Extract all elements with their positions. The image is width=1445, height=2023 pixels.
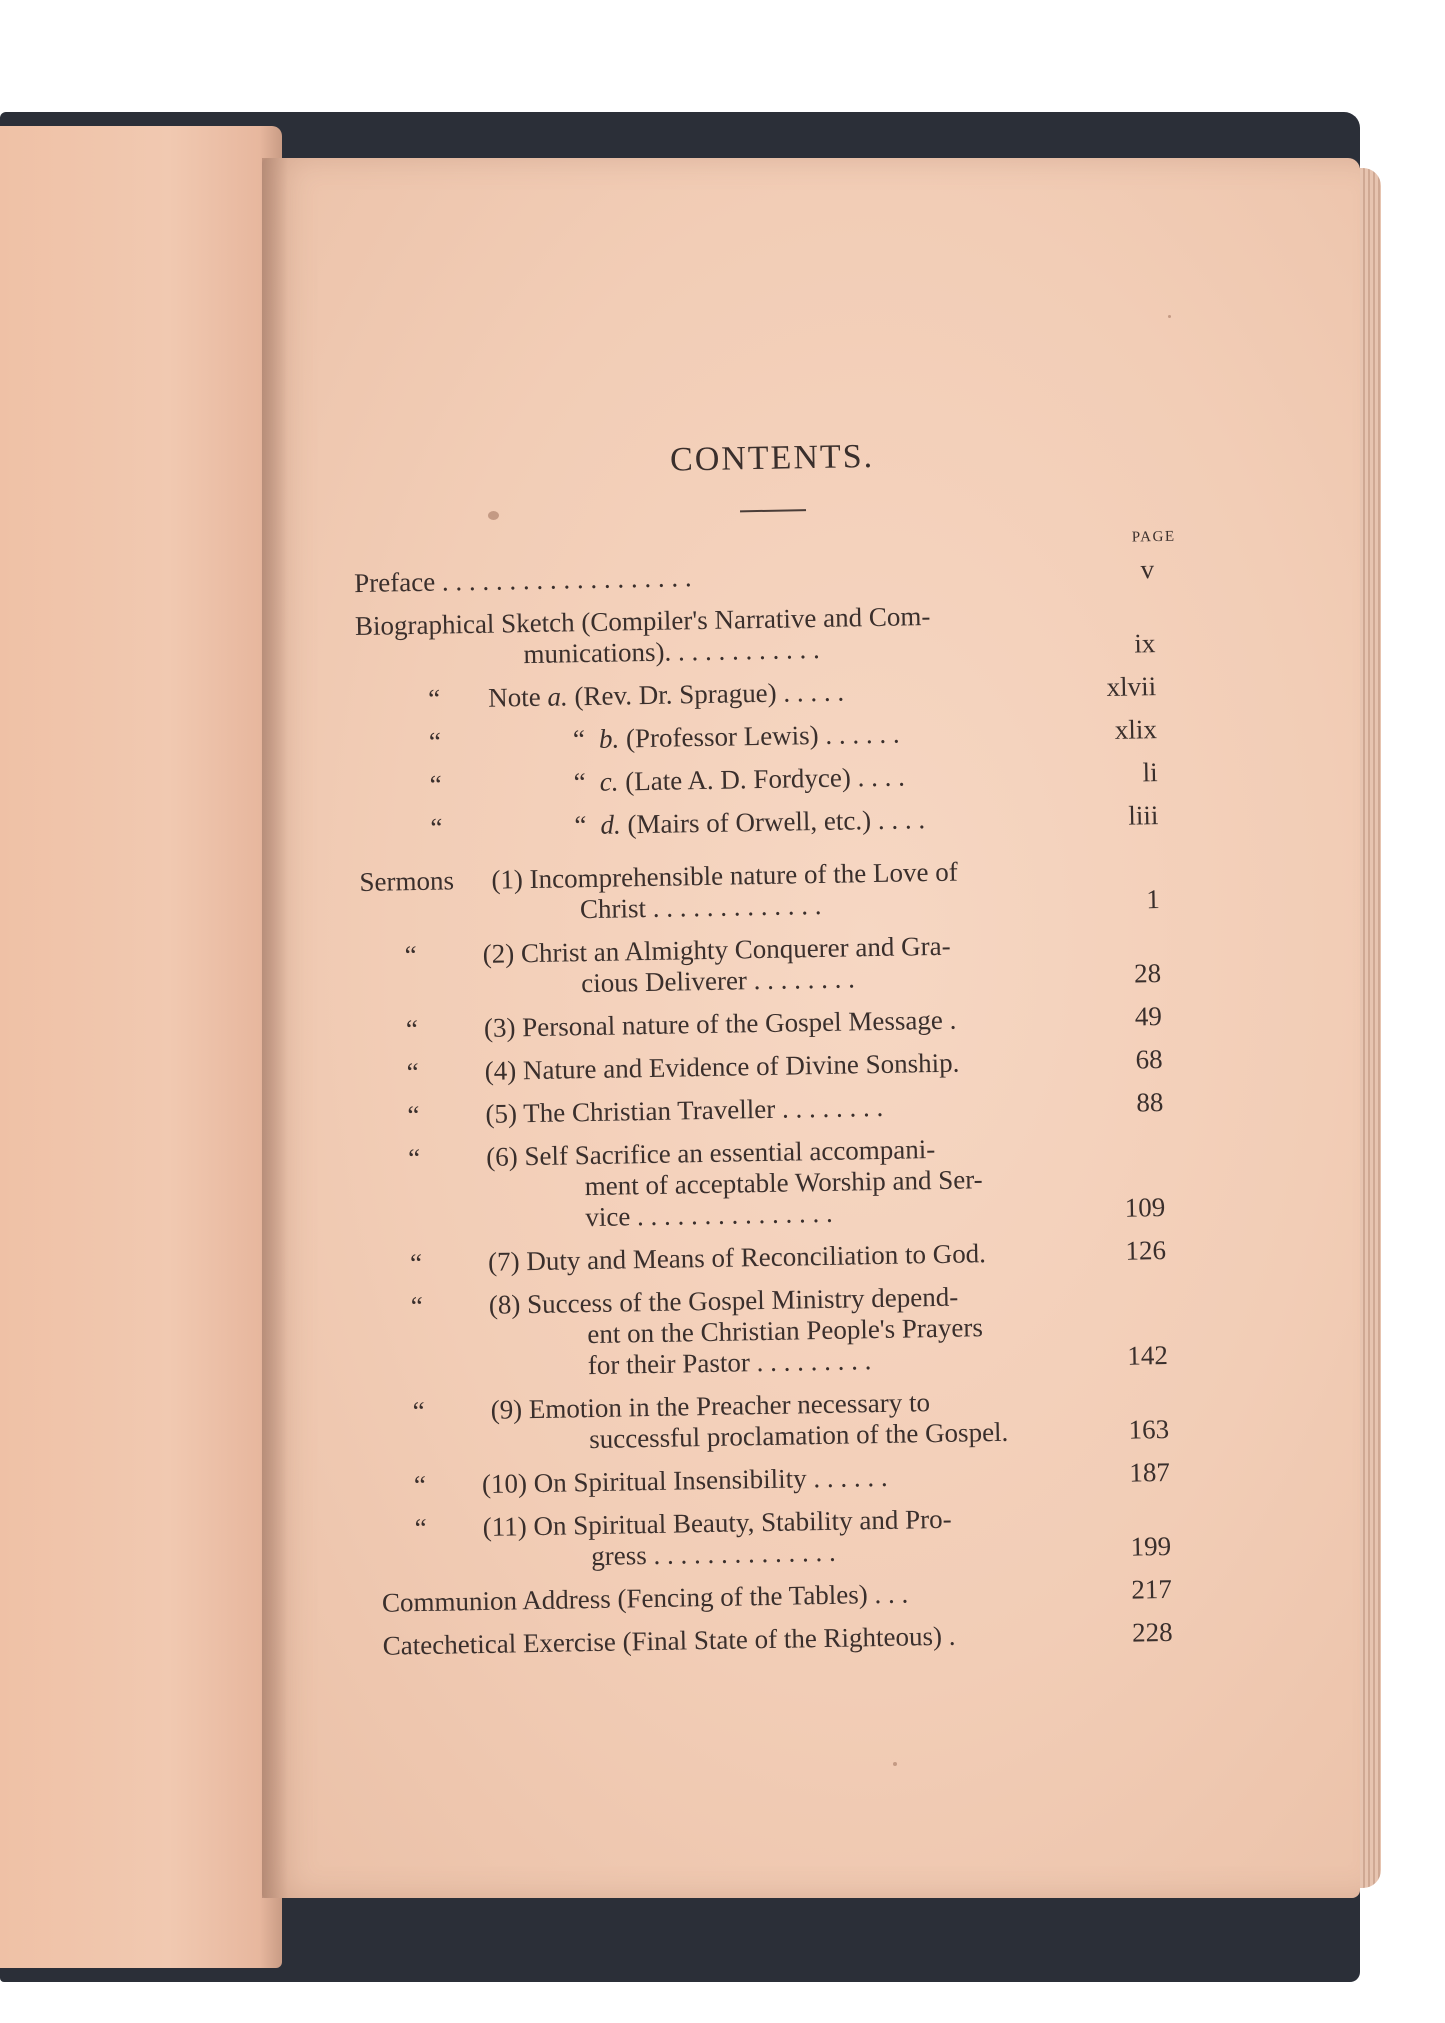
gutter-shadow [262,158,288,1898]
sermon-number: (1) [491,864,524,895]
sermon-number: (7) [487,1246,520,1277]
toc-entry-sermon-8 [367,1278,1169,1385]
entry-page: 163 [1128,1413,1170,1445]
entry-page: 187 [1129,1456,1171,1488]
note-letter: a. [547,681,568,712]
sermon-number: (2) [482,938,515,969]
entry-text: Biographical Sketch (Compiler's Narrative and Com- [354,601,931,642]
entry-page: 126 [1125,1235,1167,1266]
entry-page: 28 [1133,958,1162,989]
note-label: Note [487,681,541,713]
entry-page: li [1142,757,1158,788]
left-page [0,126,282,1968]
entry-text: Preface . . . . . . . . . . . . . . . . . . . [353,562,692,599]
entry-text: (Late A. D. Fordyce) . . . . [624,761,906,797]
entry-text-continued: vice . . . . . . . . . . . . . . . [585,1197,834,1233]
entry-text: (Mairs of Orwell, etc.) . . . . [627,804,926,840]
entry-page: liii [1128,800,1159,831]
entry-text: Success of the Gospel Ministry depend- [526,1281,959,1320]
toc-entry-sermon-5 [363,1087,1163,1132]
sermon-number: (11) [482,1511,527,1542]
toc-entry-note-d [358,800,1158,845]
sub-ditto-mark: “ [572,724,586,755]
toc-entry-catechetical-exercise [373,1617,1173,1662]
sermon-number: (8) [488,1289,521,1320]
sermon-number: (10) [481,1468,528,1499]
entry-text: Personal nature of the Gospel Message . [521,1004,957,1043]
entry-page: 49 [1134,1001,1163,1032]
entry-text: On Spiritual Beauty, Stability and Pro- [533,1503,952,1542]
toc-entry-sermon-2 [360,927,1161,1003]
ditto-mark: “ [413,1469,427,1501]
entry-page: 1 [1146,884,1161,915]
entry-text: Incomprehensible nature of the Love of [529,856,958,895]
sermons-label: Sermons [359,865,455,898]
toc-entry-sermon-10 [370,1457,1170,1502]
toc-entry-communion-address [372,1574,1172,1619]
note-letter: d. [600,809,621,840]
toc-entry-sermon-11 [370,1500,1171,1576]
entry-page: xlvii [1106,671,1157,702]
ditto-mark: “ [405,1014,419,1045]
ditto-mark: “ [408,1143,421,1174]
sermon-number: (9) [490,1394,523,1425]
toc-entry-biographical-sketch [355,597,1156,673]
entry-text: (Professor Lewis) . . . . . . [625,718,900,754]
entry-page: xlix [1114,714,1158,745]
entry-page: ix [1134,628,1156,659]
entry-text-continued: ent on the Christian People's Prayers [587,1312,984,1350]
ditto-mark: “ [404,940,417,971]
toc-entry-note-a [356,671,1156,716]
toc-entry-sermon-6 [364,1130,1166,1237]
toc-entry-preface [354,554,1154,599]
entry-text-continued: successful proclamation of the Gospel. [588,1416,1009,1455]
entry-text-continued: gress . . . . . . . . . . . . . . [590,1536,836,1572]
entry-text: Communion Address (Fencing of the Tables) . . . [381,1578,909,1618]
entry-text-continued: Christ . . . . . . . . . . . . . [579,889,822,925]
entry-page: 109 [1124,1192,1166,1223]
toc-entry-note-c [357,757,1157,802]
entry-text-continued: ment of acceptable Worship and Ser- [584,1164,983,1202]
entry-page: v [1140,554,1155,585]
sermon-number: (5) [485,1098,518,1129]
sermon-number: (4) [484,1055,517,1086]
sermon-number: (6) [485,1141,518,1172]
ditto-mark: “ [407,1100,420,1131]
entry-text: Self Sacrifice an essential accompani- [524,1134,936,1172]
ditto-mark: “ [430,812,443,843]
toc-entry-sermon-9 [368,1383,1169,1459]
entry-page: 68 [1135,1044,1163,1075]
ditto-mark: “ [410,1290,424,1322]
entry-text-continued: for their Pastor . . . . . . . . . [587,1345,872,1381]
entry-text: Duty and Means of Reconciliation to God. [526,1238,987,1277]
entry-text: (Rev. Dr. Sprague) . . . . . [574,676,845,712]
paper-speck [893,1762,897,1766]
entry-page: 217 [1131,1573,1173,1605]
toc-entry-sermon-1 [359,853,1160,929]
entry-page: 88 [1136,1087,1164,1118]
ditto-mark: “ [428,726,442,757]
ditto-mark: “ [414,1512,427,1544]
ditto-mark: “ [412,1395,425,1427]
toc-entry-note-b [357,714,1157,759]
entry-text-continued: munications). . . . . . . . . . . . [523,633,820,670]
entry-text: Catechetical Exercise (Final State of the Righteous) . [382,1620,956,1661]
ditto-mark: “ [406,1057,420,1088]
entry-text-continued: cious Deliverer . . . . . . . . [580,963,856,999]
paper-speck [1168,315,1171,318]
sub-ditto-mark: “ [573,767,586,798]
entry-text: Emotion in the Preacher necessary to [528,1387,931,1425]
entry-page: 228 [1131,1616,1173,1648]
entry-text: Christ an Almighty Conquerer and Gra- [520,930,951,969]
title-rule [740,509,806,512]
toc-entry-sermon-3 [362,1001,1162,1046]
sub-ditto-mark: “ [574,810,587,841]
contents-title: CONTENTS. [669,437,875,479]
table-of-contents [352,433,1176,1674]
entry-text: On Spiritual Insensibility . . . . . . [533,1461,888,1499]
entry-page: 199 [1130,1530,1172,1562]
sermon-number: (3) [483,1012,516,1043]
ditto-mark: “ [427,683,441,714]
toc-entry-sermon-7 [366,1235,1166,1280]
note-letter: c. [599,766,619,797]
entry-text: Nature and Evidence of Divine Sonship. [522,1047,960,1086]
entry-page: 142 [1127,1339,1169,1371]
ditto-mark: “ [409,1247,423,1279]
ditto-mark: “ [429,769,442,800]
toc-entry-sermon-4 [363,1044,1163,1089]
note-letter: b. [598,723,620,754]
page-column-heading: PAGE [1131,528,1176,546]
entry-text: The Christian Traveller . . . . . . . . [522,1091,884,1129]
